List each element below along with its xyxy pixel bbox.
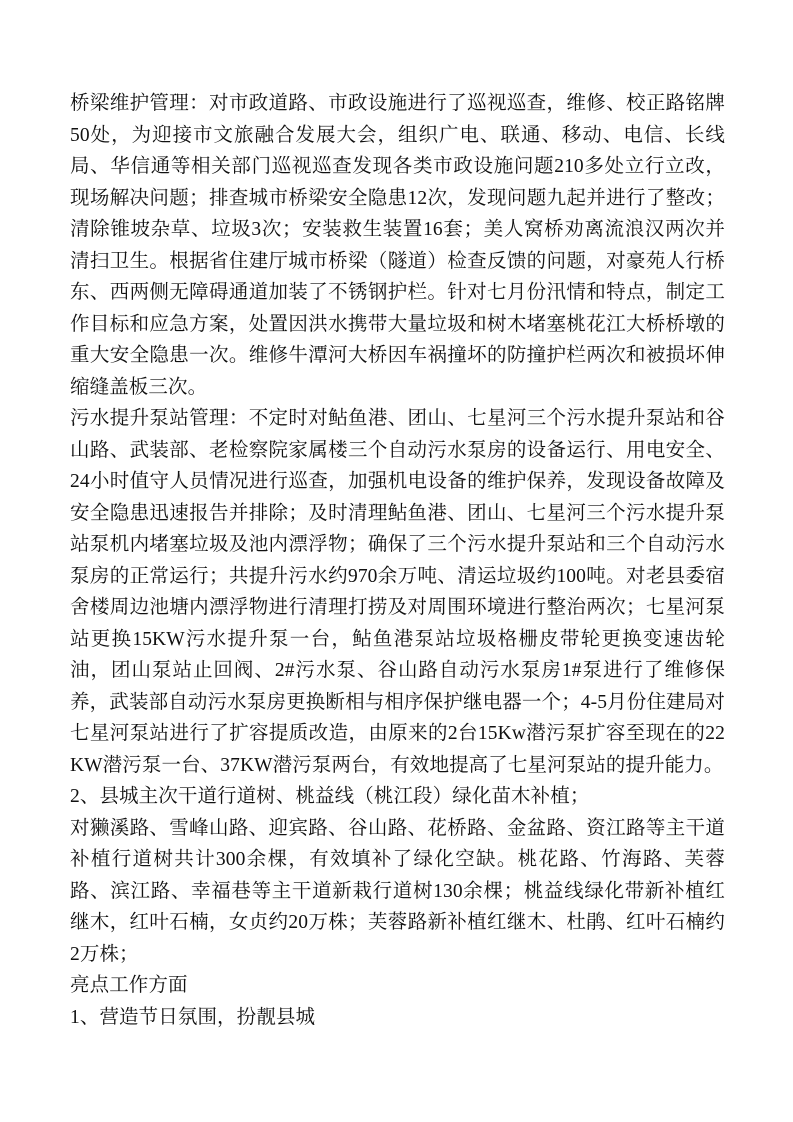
- paragraph-highlight-heading: 亮点工作方面: [70, 975, 188, 996]
- paragraph-highlight-item-1: 1、营造节日氛围，扮靓县城: [70, 1006, 316, 1028]
- paragraph-sewage-pump-station: 污水提升泵站管理：不定时对鲇鱼港、团山、七星河三个污水提升泵站和谷山路、武装部、老检察院家属楼三个自动污水泵房的设备运行、用电安全、24小时值守人员情况进行巡查，加强机电设备的维护保养，发现设备故障及安全隐患迅速报告并排除；及时清理鲇鱼港、团山、七星河三个污水提升泵站泵机内堵塞垃圾及池内漂浮物；确保了三个污水提升泵站和三个自动污水泵房的正常运行；共提升污水约970余万吨、清运垃圾约100吨。对老县委宿舍楼周边池塘内漂浮物进行清理打捞及对周围环境进行整治两次；七星河泵站更换15KW污水提升泵一台，鲇鱼港泵站垃圾格栅皮带轮更换变速齿轮油，团山泵站止回阀、2#污水泵、谷山路自动污水泵房1#泵进行了维修保养，武装部自动污水泵房更换断相与相序保护继电器一个；4-5月份住建局对七星河泵站进行了扩容提质改造，由原来的2台15Kw潜污泵扩容至现在的22KW潜污泵一台、37KW潜污泵两台，有效地提高了七星河泵站的提升能力。: [70, 408, 725, 776]
- paragraph-bridge-maintenance: 桥梁维护管理：对市政道路、市政设施进行了巡视巡查，维修、校正路铭牌50处，为迎接市文旅融合发展大会，组织广电、联通、移动、电信、长线局、华信通等相关部门巡视巡查发现各类市政设施问题210多处立行立改，现场解决问题；排查城市桥梁安全隐患12次，发现问题九起并进行了整改；清除锥坡杂草、垃圾3次；安装救生装置16套；美人窝桥劝离流浪汉两次并清扫卫生。根据省住建厅城市桥梁（隧道）检查反馈的问题，对豪苑人行桥东、西两侧无障碍通道加装了不锈钢护栏。针对七月份汛情和特点，制定工作目标和应急方案，处置因洪水携带大量垃圾和树木堵塞桃花江大桥桥墩的重大安全隐患一次。维修牛潭河大桥因车祸撞坏的防撞护栏两次和被损坏伸缩缝盖板三次。: [70, 93, 725, 398]
- paragraph-street-tree-replanting: 对獭溪路、雪峰山路、迎宾路、谷山路、花桥路、金盆路、资江路等主干道补植行道树共计300余棵，有效填补了绿化空缺。桃花路、竹海路、芙蓉路、滨江路、幸福巷等主干道新栽行道树130余棵；桃益线绿化带新补植红继木，红叶石楠，女贞约20万株；芙蓉路新补植红继木、杜鹃、红叶石楠约2万株；: [70, 817, 725, 965]
- paragraph-section-heading-2: 2、县城主次干道行道树、桃益线（桃江段）绿化苗木补植；: [70, 786, 590, 807]
- document-body: [70, 88, 725, 1033]
